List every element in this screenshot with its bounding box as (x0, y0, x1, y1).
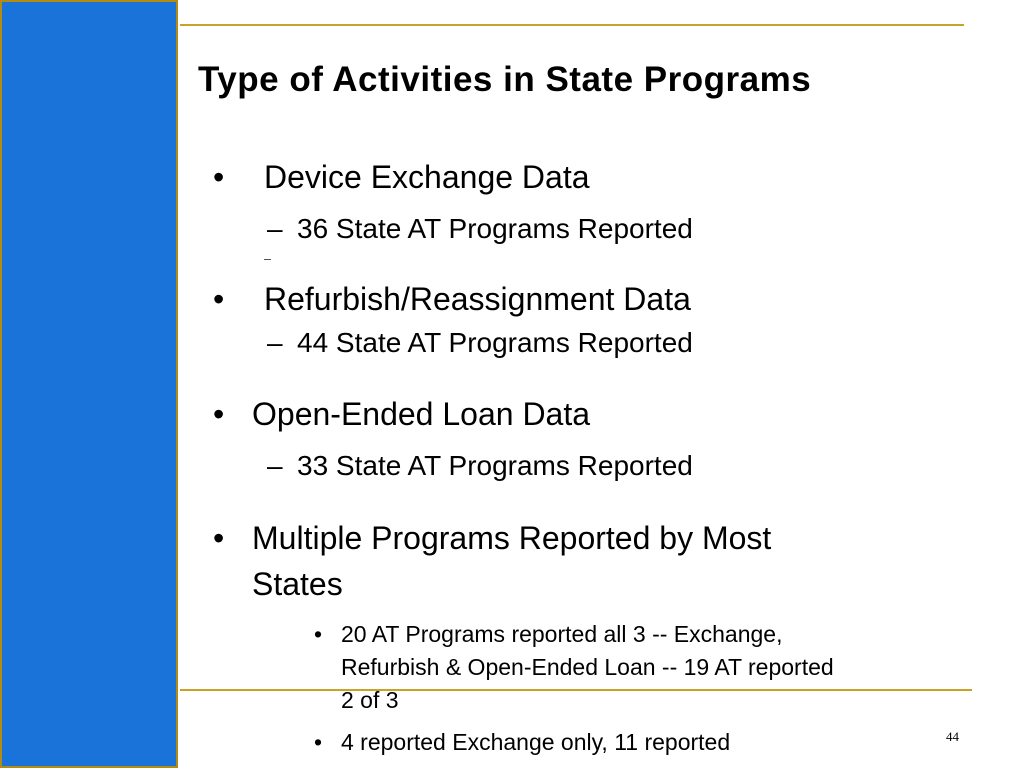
sub-bullet-refurbish-reassignment (267, 325, 693, 361)
top-divider-line (180, 24, 964, 26)
bottom-divider-line (180, 689, 972, 691)
empty-sub-bullet-dash (264, 259, 271, 260)
dash-icon: – (267, 450, 283, 481)
detail-all-three-line3: 2 of 3 (341, 687, 399, 713)
dash-icon: – (267, 327, 283, 358)
small-bullet-icon: • (314, 729, 323, 755)
sub-bullet-text: 33 State AT Programs Reported (297, 450, 693, 481)
detail-all-three-line2: Refurbish & Open-Ended Loan -- 19 AT reported (341, 654, 834, 680)
detail-all-three-line1: 20 AT Programs reported all 3 -- Exchange, (341, 621, 783, 647)
bullet-icon: • (213, 396, 225, 432)
small-bullet-icon: • (314, 621, 323, 647)
page-number: 44 (946, 729, 959, 744)
slide-title: Type of Activities in State Programs (198, 60, 812, 99)
sub-bullet-open-ended-loan (267, 448, 693, 484)
bullet-icon: • (213, 159, 225, 195)
bullet-device-exchange: Device Exchange Data (264, 159, 590, 195)
detail-exchange-only-line1: 4 reported Exchange only, 11 reported (341, 729, 731, 755)
bullet-multiple-programs-line1: Multiple Programs Reported by Most (252, 520, 772, 556)
bullet-refurbish-reassignment: Refurbish/Reassignment Data (264, 281, 691, 317)
sub-bullet-device-exchange (267, 211, 693, 247)
bullet-multiple-programs-line2: States (252, 566, 343, 602)
bullet-open-ended-loan: Open-Ended Loan Data (252, 396, 591, 432)
sub-bullet-text: 44 State AT Programs Reported (297, 327, 693, 358)
left-sidebar-panel (0, 0, 178, 768)
bullet-icon: • (213, 520, 225, 556)
bullet-icon: • (213, 281, 225, 317)
sub-bullet-text: 36 State AT Programs Reported (297, 213, 693, 244)
dash-icon: – (267, 213, 283, 244)
